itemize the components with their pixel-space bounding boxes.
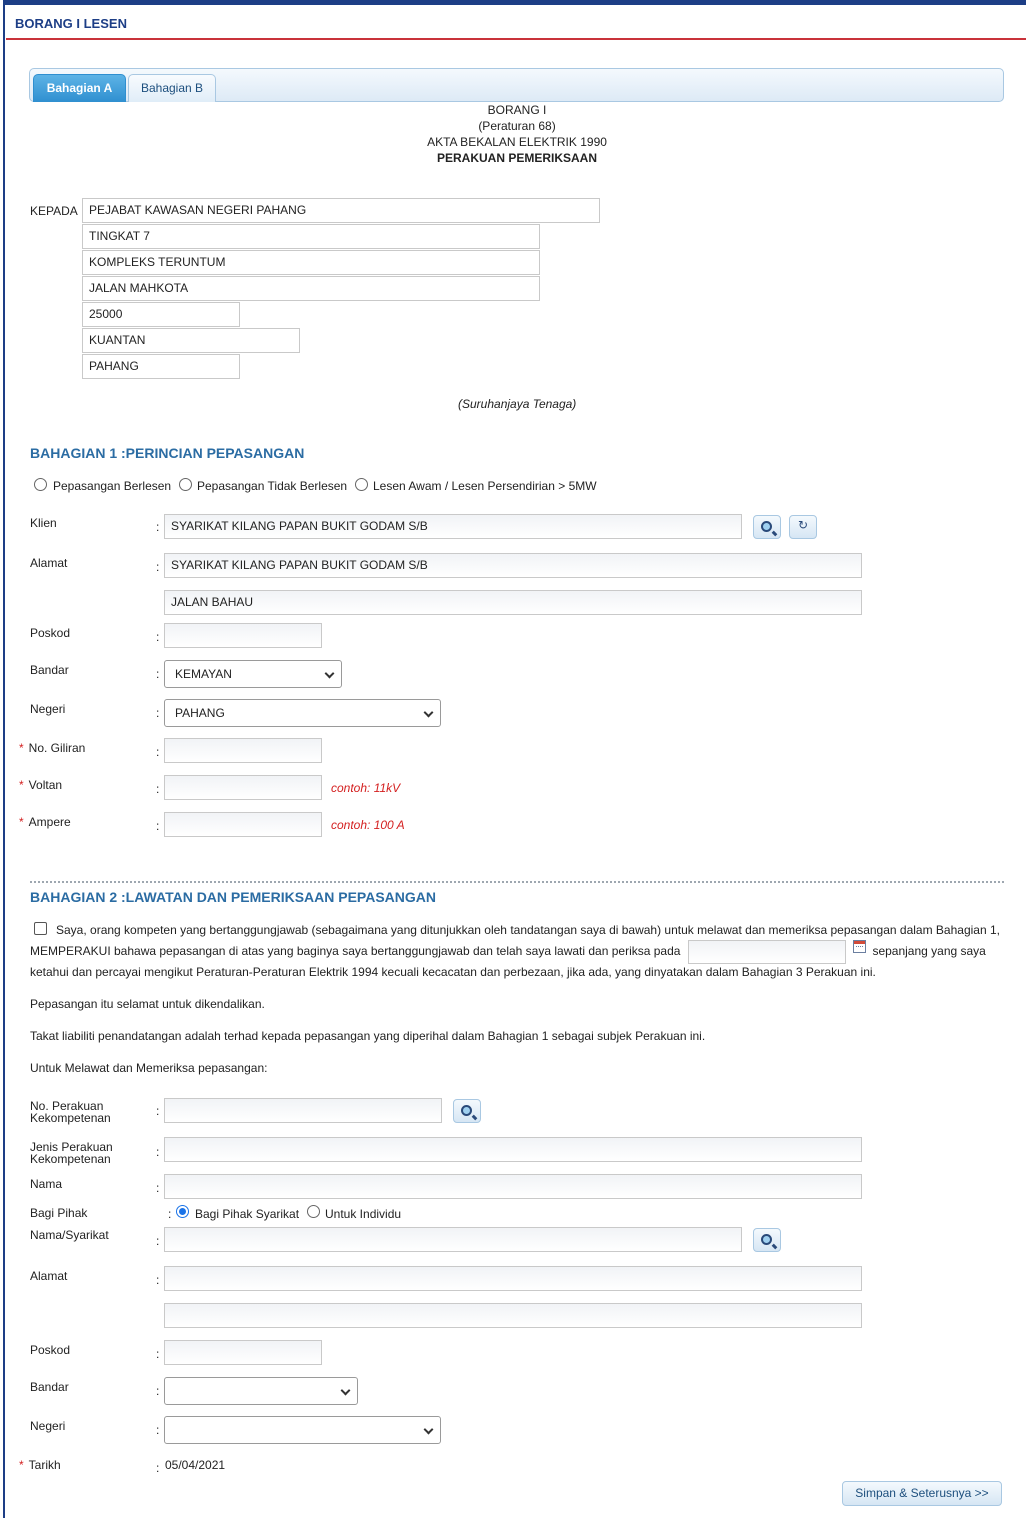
giliran-label (19, 741, 85, 755)
alamat-label: Alamat (30, 556, 68, 570)
poskod2-label: Poskod (30, 1343, 71, 1357)
colon: : (156, 560, 160, 574)
voltan-input[interactable] (164, 775, 322, 800)
para-melawat: Untuk Melawat dan Memeriksa pepasangan: (30, 1061, 268, 1075)
chevron-down-icon (424, 1425, 434, 1435)
kepada-line-4: JALAN MAHKOTA (82, 276, 540, 301)
voltan-hint: contoh: 11kV (331, 781, 401, 795)
page-title: BORANG I LESEN (15, 16, 127, 31)
kepada-poskod: 25000 (82, 302, 240, 327)
colon: : (156, 782, 160, 796)
radio-lesen-awam[interactable] (355, 478, 368, 491)
jenis-perakuan-label-line2: Kekompetenan (30, 1152, 111, 1166)
nama-label: Nama (30, 1177, 63, 1191)
radio-label-bagi-pihak-syarikat: Bagi Pihak Syarikat (195, 1207, 300, 1221)
section-2-title: BAHAGIAN 2 :LAWATAN DAN PEMERIKSAAN PEPASANGAN (30, 889, 437, 905)
negeri2-label: Negeri (30, 1419, 66, 1433)
save-next-button[interactable]: Simpan & Seterusnya >> (842, 1481, 1002, 1506)
required-asterisk: * (19, 741, 24, 755)
negeri-select[interactable] (164, 699, 441, 727)
kepada-footer: (Suruhanjaya Tenaga) (458, 397, 577, 411)
no-perakuan-label (30, 1100, 111, 1124)
required-asterisk: * (19, 778, 24, 792)
kepada-line-3: KOMPLEKS TERUNTUM (82, 250, 540, 275)
search-icon (761, 521, 772, 532)
bandar2-select[interactable] (164, 1377, 358, 1405)
form-heading-line3: AKTA BEKALAN ELEKTRIK 1990 (427, 135, 607, 149)
perakuan-search-button[interactable] (453, 1099, 481, 1123)
negeri-label: Negeri (30, 702, 66, 716)
tarikh-label-text: Tarikh (28, 1458, 61, 1472)
voltan-label (19, 778, 62, 792)
section-divider (30, 881, 1004, 883)
bagi-pihak-label: Bagi Pihak (30, 1206, 88, 1220)
poskod-input[interactable] (164, 623, 322, 648)
alamat2-label: Alamat (30, 1269, 68, 1283)
radio-bagi-pihak-syarikat[interactable] (176, 1205, 189, 1218)
radio-pepasangan-berlesen[interactable] (34, 478, 47, 491)
title-divider (6, 38, 1026, 40)
ampere-label-text: Ampere (28, 815, 71, 829)
nama-syarikat-label: Nama/Syarikat (30, 1228, 109, 1242)
colon: : (156, 1273, 160, 1287)
colon: : (168, 1207, 172, 1221)
ampere-label (19, 815, 71, 829)
bandar-select[interactable] (164, 660, 342, 688)
kepada-line-1: PEJABAT KAWASAN NEGERI PAHANG (82, 198, 600, 223)
kepada-negeri: PAHANG (82, 354, 240, 379)
syarikat-search-button[interactable] (753, 1228, 781, 1252)
required-asterisk: * (19, 1458, 24, 1472)
bandar-selected-value: KEMAYAN (175, 667, 232, 681)
chevron-down-icon (325, 669, 335, 679)
no-perakuan-label-line1: No. Perakuan (30, 1099, 104, 1113)
jenis-perakuan-input[interactable] (164, 1137, 862, 1162)
jenis-perakuan-label (30, 1141, 113, 1165)
radio-label-untuk-individu: Untuk Individu (325, 1207, 402, 1221)
bandar2-label: Bandar (30, 1380, 69, 1394)
voltan-label-text: Voltan (28, 778, 63, 792)
colon: : (156, 1234, 160, 1248)
colon: : (156, 819, 160, 833)
required-asterisk: * (19, 815, 24, 829)
radio-untuk-individu[interactable] (307, 1205, 320, 1218)
alamat-input-1[interactable]: SYARIKAT KILANG PAPAN BUKIT GODAM S/B (164, 553, 862, 578)
ampere-input[interactable] (164, 812, 322, 837)
search-icon (761, 1234, 772, 1245)
chevron-down-icon (341, 1386, 351, 1396)
alamat2-input-1[interactable] (164, 1266, 862, 1291)
kepada-line-2: TINGKAT 7 (82, 224, 540, 249)
tab-bahagian-b[interactable]: Bahagian B (128, 74, 216, 102)
para-selamat: Pepasangan itu selamat untuk dikendalikan. (30, 997, 265, 1011)
calendar-icon[interactable] (853, 940, 866, 953)
poskod-label: Poskod (30, 626, 71, 640)
declaration-text-part1: Saya, orang kompeten yang bertanggungjawab (sebagaimana yang ditunjukkan oleh tandatangan saya di bawah) untuk melawat dan memeriksa pepasangan dalam Bahagian 1, MEMPERAKUI bahawa pepasangan di atas yang baginya saya bertanggungjawab dan telah saya lawati dan periksa pada (30, 923, 1000, 958)
klien-refresh-button[interactable] (789, 515, 817, 539)
colon: : (156, 1347, 160, 1361)
colon: : (156, 630, 160, 644)
tab-bahagian-a[interactable]: Bahagian A (33, 74, 126, 102)
radio-label-lesen-awam: Lesen Awam / Lesen Persendirian > 5MW (373, 479, 597, 493)
declaration-text-part2: sepanjang yang saya ketahui dan percayai mengikut Peraturan-Peraturan Elektrik 1994 kecuali kecacatan dan perbezaan, jika ada, yang dinyatakan dalam Bahagian 3 Perakuan ini. (30, 944, 986, 979)
tarikh-periksa-input[interactable] (688, 940, 846, 964)
nama-syarikat-input[interactable] (164, 1227, 742, 1252)
giliran-input[interactable] (164, 738, 322, 763)
giliran-label-text: No. Giliran (28, 741, 86, 755)
jenis-perakuan-label-line1: Jenis Perakuan (30, 1140, 113, 1154)
colon: : (156, 667, 160, 681)
klien-search-button[interactable] (753, 515, 781, 539)
negeri2-select[interactable] (164, 1416, 441, 1444)
no-perakuan-input[interactable] (164, 1098, 442, 1123)
para-liabiliti: Takat liabiliti penandatangan adalah terhad kepada pepasangan yang diperihal dalam Bahagian 1 sebagai subjek Perakuan ini. (30, 1029, 706, 1043)
tarikh-value: 05/04/2021 (165, 1458, 226, 1472)
form-heading-line4: PERAKUAN PEMERIKSAAN (436, 151, 597, 165)
search-icon (461, 1105, 472, 1116)
colon: : (156, 1181, 160, 1195)
poskod2-input[interactable] (164, 1340, 322, 1365)
section-1-title: BAHAGIAN 1 :PERINCIAN PEPASANGAN (30, 445, 305, 461)
form-heading-line1: BORANG I (487, 103, 547, 117)
colon: : (156, 745, 160, 759)
bandar-label: Bandar (30, 663, 69, 677)
nama-input[interactable] (164, 1174, 862, 1199)
colon: : (156, 1461, 160, 1475)
alamat-input-2[interactable]: JALAN BAHAU (164, 590, 862, 615)
form-heading-line2: (Peraturan 68) (478, 119, 556, 133)
colon: : (156, 1384, 160, 1398)
klien-label: Klien (30, 516, 57, 530)
radio-pepasangan-tidak-berlesen[interactable] (179, 478, 192, 491)
negeri-selected-value: PAHANG (175, 706, 225, 720)
colon: : (156, 1145, 160, 1159)
kepada-label: KEPADA (30, 204, 78, 218)
radio-label-berlesen: Pepasangan Berlesen (53, 479, 172, 493)
alamat2-input-2[interactable] (164, 1303, 862, 1328)
klien-input[interactable]: SYARIKAT KILANG PAPAN BUKIT GODAM S/B (164, 514, 742, 539)
tarikh-label (19, 1458, 61, 1472)
colon: : (156, 520, 160, 534)
colon: : (156, 1423, 160, 1437)
no-perakuan-label-line2: Kekompetenan (30, 1111, 111, 1125)
chevron-down-icon (424, 708, 434, 718)
colon: : (156, 706, 160, 720)
radio-label-tidak-berlesen: Pepasangan Tidak Berlesen (197, 479, 348, 493)
ampere-hint: contoh: 100 A (331, 818, 405, 832)
colon: : (156, 1104, 160, 1118)
tab-bar (29, 68, 1004, 102)
refresh-icon: ↻ (797, 518, 809, 532)
kepada-bandar: KUANTAN (82, 328, 300, 353)
